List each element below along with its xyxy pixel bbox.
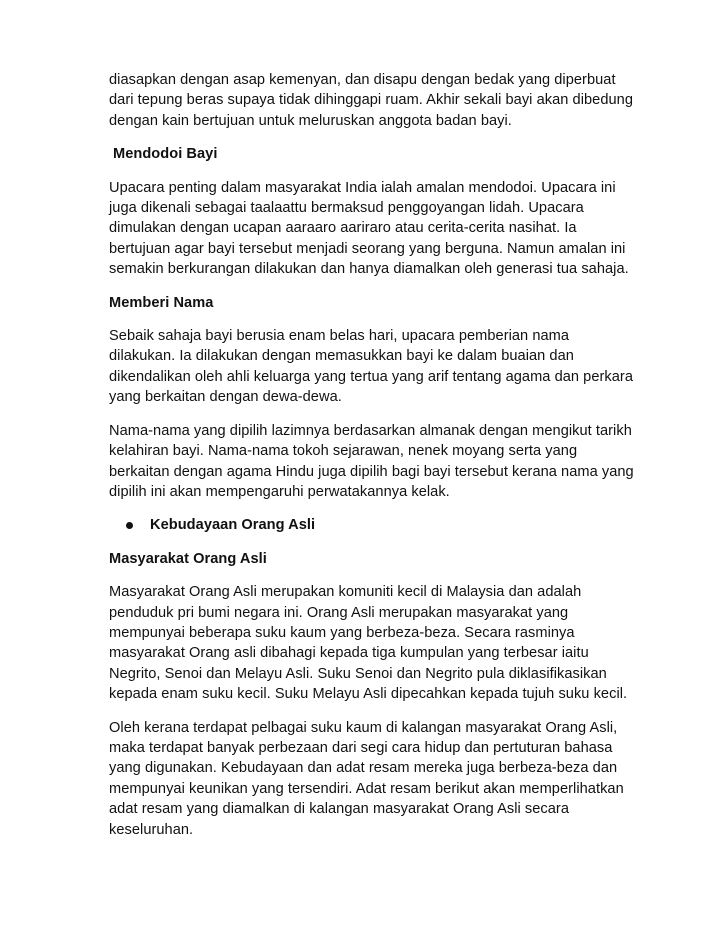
text-line: kepada enam suku kecil. Suku Melayu Asli dipecahkan kepada tujuh suku kecil. <box>109 686 628 703</box>
masyarakat-paragraph-1 <box>109 582 629 704</box>
heading-memberi-nama: Memberi Nama <box>109 294 214 311</box>
text-line: mempunyai beberapa suku kaum yang berbeza-beza. Secara rasminya <box>109 624 575 641</box>
text-line: penduduk pri bumi negara ini. Orang Asli merupakan masyarakat yang <box>109 604 569 621</box>
text-line: masyarakat Orang asli dibahagi kepada tiga kumpulan yang terbesar iaitu <box>109 645 589 662</box>
text-line: berkaitan dengan agama Hindu juga dipilih bagi bayi tersebut kerana nama yang <box>109 463 634 480</box>
text-line: dengan kain bertujuan untuk meluruskan anggota badan bayi. <box>109 112 512 129</box>
text-line: Upacara penting dalam masyarakat India ialah amalan mendodoi. Upacara ini <box>109 179 616 196</box>
text-line: diasapkan dengan asap kemenyan, dan disapu dengan bedak yang diperbuat <box>109 72 616 88</box>
text-line: maka terdapat banyak perbezaan dari segi cara hidup dan pertuturan bahasa <box>109 739 613 756</box>
bullet-item-kebudayaan-orang-asli <box>109 515 629 535</box>
heading-mendodoi-bayi: Mendodoi Bayi <box>113 146 218 163</box>
text-line: Sebaik sahaja bayi berusia enam belas hari, upacara pemberian nama <box>109 328 570 345</box>
text-line: dimulakan dengan ucapan aaraaro aariraro atau cerita-cerita nasihat. Ia <box>109 220 577 237</box>
text-line: keseluruhan. <box>109 821 194 838</box>
intro-paragraph <box>109 70 633 131</box>
text-line: Negrito, Senoi dan Melayu Asli. Suku Senoi dan Negrito pula diklasifikasikan <box>109 665 607 682</box>
text-line: adat resam yang diamalkan di kalangan masyarakat Orang Asli secara <box>109 801 570 818</box>
text-line: Masyarakat Orang Asli merupakan komuniti kecil di Malaysia dan adalah <box>109 584 582 601</box>
mendodoi-paragraph <box>109 178 629 280</box>
bullet-label: Kebudayaan Orang Asli <box>150 517 316 534</box>
heading-masyarakat-orang-asli: Masyarakat Orang Asli <box>109 550 267 567</box>
text-line: bertujuan agar bayi tersebut menjadi seorang yang berguna. Namun amalan ini <box>109 240 626 257</box>
text-line: mempunyai keunikan yang tersendiri. Adat resam berikut akan memperlihatkan <box>109 780 624 797</box>
text-line: kelahiran bayi. Nama-nama tokoh sejarawan, nenek moyang serta yang <box>109 443 578 460</box>
text-line: Oleh kerana terdapat pelbagai suku kaum di kalangan masyarakat Orang Asli, <box>109 719 618 736</box>
text-line: yang digunakan. Kebudayaan dan adat resam mereka juga berbeza-beza dan <box>109 760 618 777</box>
text-line: dilakukan. Ia dilakukan dengan memasukkan bayi ke dalam buaian dan <box>109 348 574 365</box>
text-line: dari tepung beras supaya tidak dihinggapi ruam. Akhir sekali bayi akan dibedung <box>109 92 633 109</box>
masyarakat-paragraph-2 <box>109 718 629 840</box>
text-line: yang berkaitan dengan dewa-dewa. <box>109 389 342 406</box>
text-line: dipilih ini akan mempengaruhi perwatakannya kelak. <box>109 483 450 500</box>
text-line: Nama-nama yang dipilih lazimnya berdasarkan almanak dengan mengikut tarikh <box>109 422 632 439</box>
memberi-nama-paragraph-2 <box>109 421 634 503</box>
text-line: dikendalikan oleh ahli keluarga yang tertua yang arif tentang agama dan perkara <box>109 368 634 385</box>
text-line: juga dikenali sebagai taalaattu bermaksud penggoyangan lidah. Upacara <box>109 200 584 217</box>
text-line: semakin berkurangan dilakukan dan hanya diamalkan oleh generasi tua sahaja. <box>109 261 629 278</box>
document-page <box>109 70 634 853</box>
memberi-nama-paragraph-1 <box>109 326 634 408</box>
bullet-icon <box>126 522 133 529</box>
